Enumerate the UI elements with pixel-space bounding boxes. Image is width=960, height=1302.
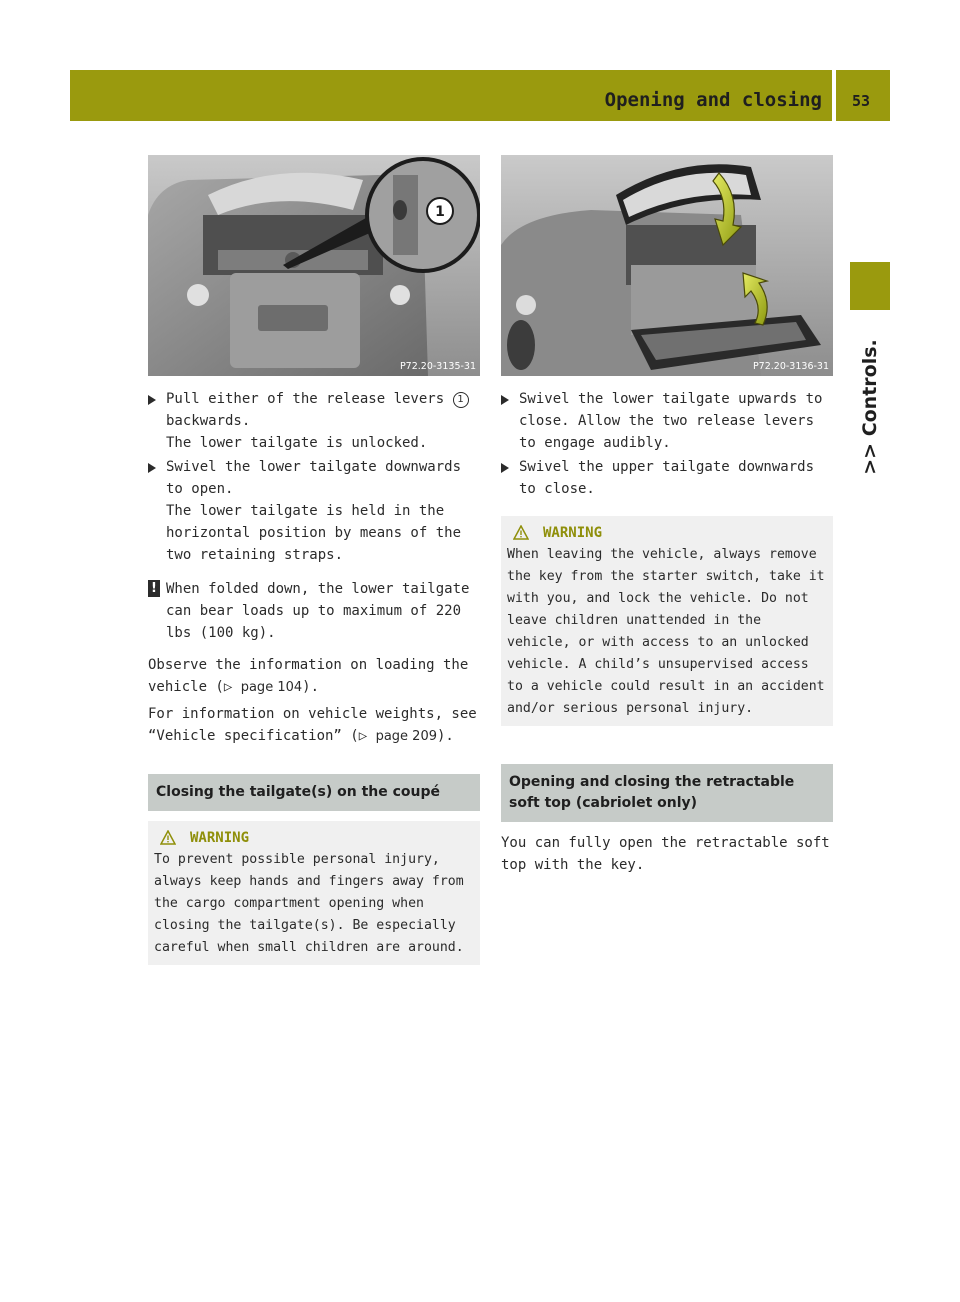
warning-text: To prevent possible personal injury, always keep hands and fingers away from the cargo compartment opening when closing the tailgate(s). Be especially careful when small children are around. [154, 852, 464, 955]
tailgate-release-photo [148, 155, 480, 376]
paragraph-text-end: ). [437, 728, 454, 744]
step-arrow-icon [501, 395, 509, 405]
warning-box [148, 821, 480, 965]
note-text: When folded down, the lower tailgate can bear loads up to maximum of 220 lbs (100 kg). [166, 581, 470, 641]
step-text: Swivel the upper tailgate downwards to close. [519, 459, 815, 497]
warning-text: When leaving the vehicle, always remove the key from the starter switch, take it with you, and lock the vehicle. Do not leave children unattended in the vehicle, or with access to an unlocked vehicle. A child’s unsupervised access to a vehicle could result in an accident and/or serious personal injury. [507, 547, 825, 716]
paragraph [148, 703, 480, 748]
chapter-label [850, 322, 890, 492]
section-heading: Opening and closing the retractable soft top (cabriolet only) [501, 764, 833, 822]
page-reference[interactable]: page 104 [240, 680, 303, 695]
paragraph-text: Observe the information on loading the vehicle ( [148, 657, 469, 695]
figure-code: P72.20-3136-31 [752, 361, 829, 372]
step-result: The lower tailgate is unlocked. [166, 435, 428, 451]
paragraph: You can fully open the retractable soft top with the key. [501, 835, 830, 873]
paragraph [148, 654, 480, 699]
page-ref-arrow-icon: ▷ [223, 679, 241, 695]
car-tailgate-open-illustration [501, 155, 833, 376]
callout-reference: 1 [453, 392, 469, 408]
chapter-label-text: >> Controls. [859, 339, 881, 475]
callout-number: 1 [435, 204, 445, 220]
section-heading: Closing the tailgate(s) on the coupé [148, 774, 480, 811]
step-arrow-icon [148, 463, 156, 473]
warning-title-text: WARNING [190, 830, 250, 846]
instruction-step [148, 456, 480, 566]
instruction-step [501, 456, 833, 500]
warning-box [501, 516, 833, 726]
tailgate-closing-photo [501, 155, 833, 376]
step-text: Swivel the lower tailgate downwards to open. [166, 459, 462, 497]
step-result: The lower tailgate is held in the horizontal position by means of the two retaining straps. [166, 503, 462, 563]
step-arrow-icon [501, 463, 509, 473]
car-rear-illustration [148, 155, 480, 376]
right-column [501, 388, 833, 876]
step-text: Pull either of the release levers [166, 391, 445, 407]
paragraph-text: For information on vehicle weights, see “Vehicle specification” ( [148, 706, 477, 744]
warning-title-text: WARNING [543, 525, 603, 541]
warning-title [507, 522, 827, 544]
left-column [148, 388, 480, 965]
page-title: Opening and closing [604, 89, 822, 111]
step-text: Swivel the lower tailgate upwards to close. Allow the two release levers to engage audibly. [519, 391, 823, 451]
page-number: 53 [852, 92, 871, 110]
page-ref-arrow-icon: ▷ [358, 728, 376, 744]
note [148, 578, 480, 644]
step-text-cont: backwards. [166, 413, 251, 429]
warning-title [154, 827, 474, 849]
instruction-step [148, 388, 480, 454]
step-arrow-icon [148, 395, 156, 405]
instruction-step [501, 388, 833, 454]
page-reference[interactable]: page 209 [375, 729, 437, 744]
figure-code: P72.20-3135-31 [399, 361, 476, 372]
paragraph-text-end: ). [302, 679, 319, 695]
warning-triangle-icon [513, 525, 529, 541]
warning-triangle-icon [160, 830, 176, 846]
chapter-tab [850, 262, 890, 310]
note-exclamation-icon: ! [148, 580, 160, 597]
